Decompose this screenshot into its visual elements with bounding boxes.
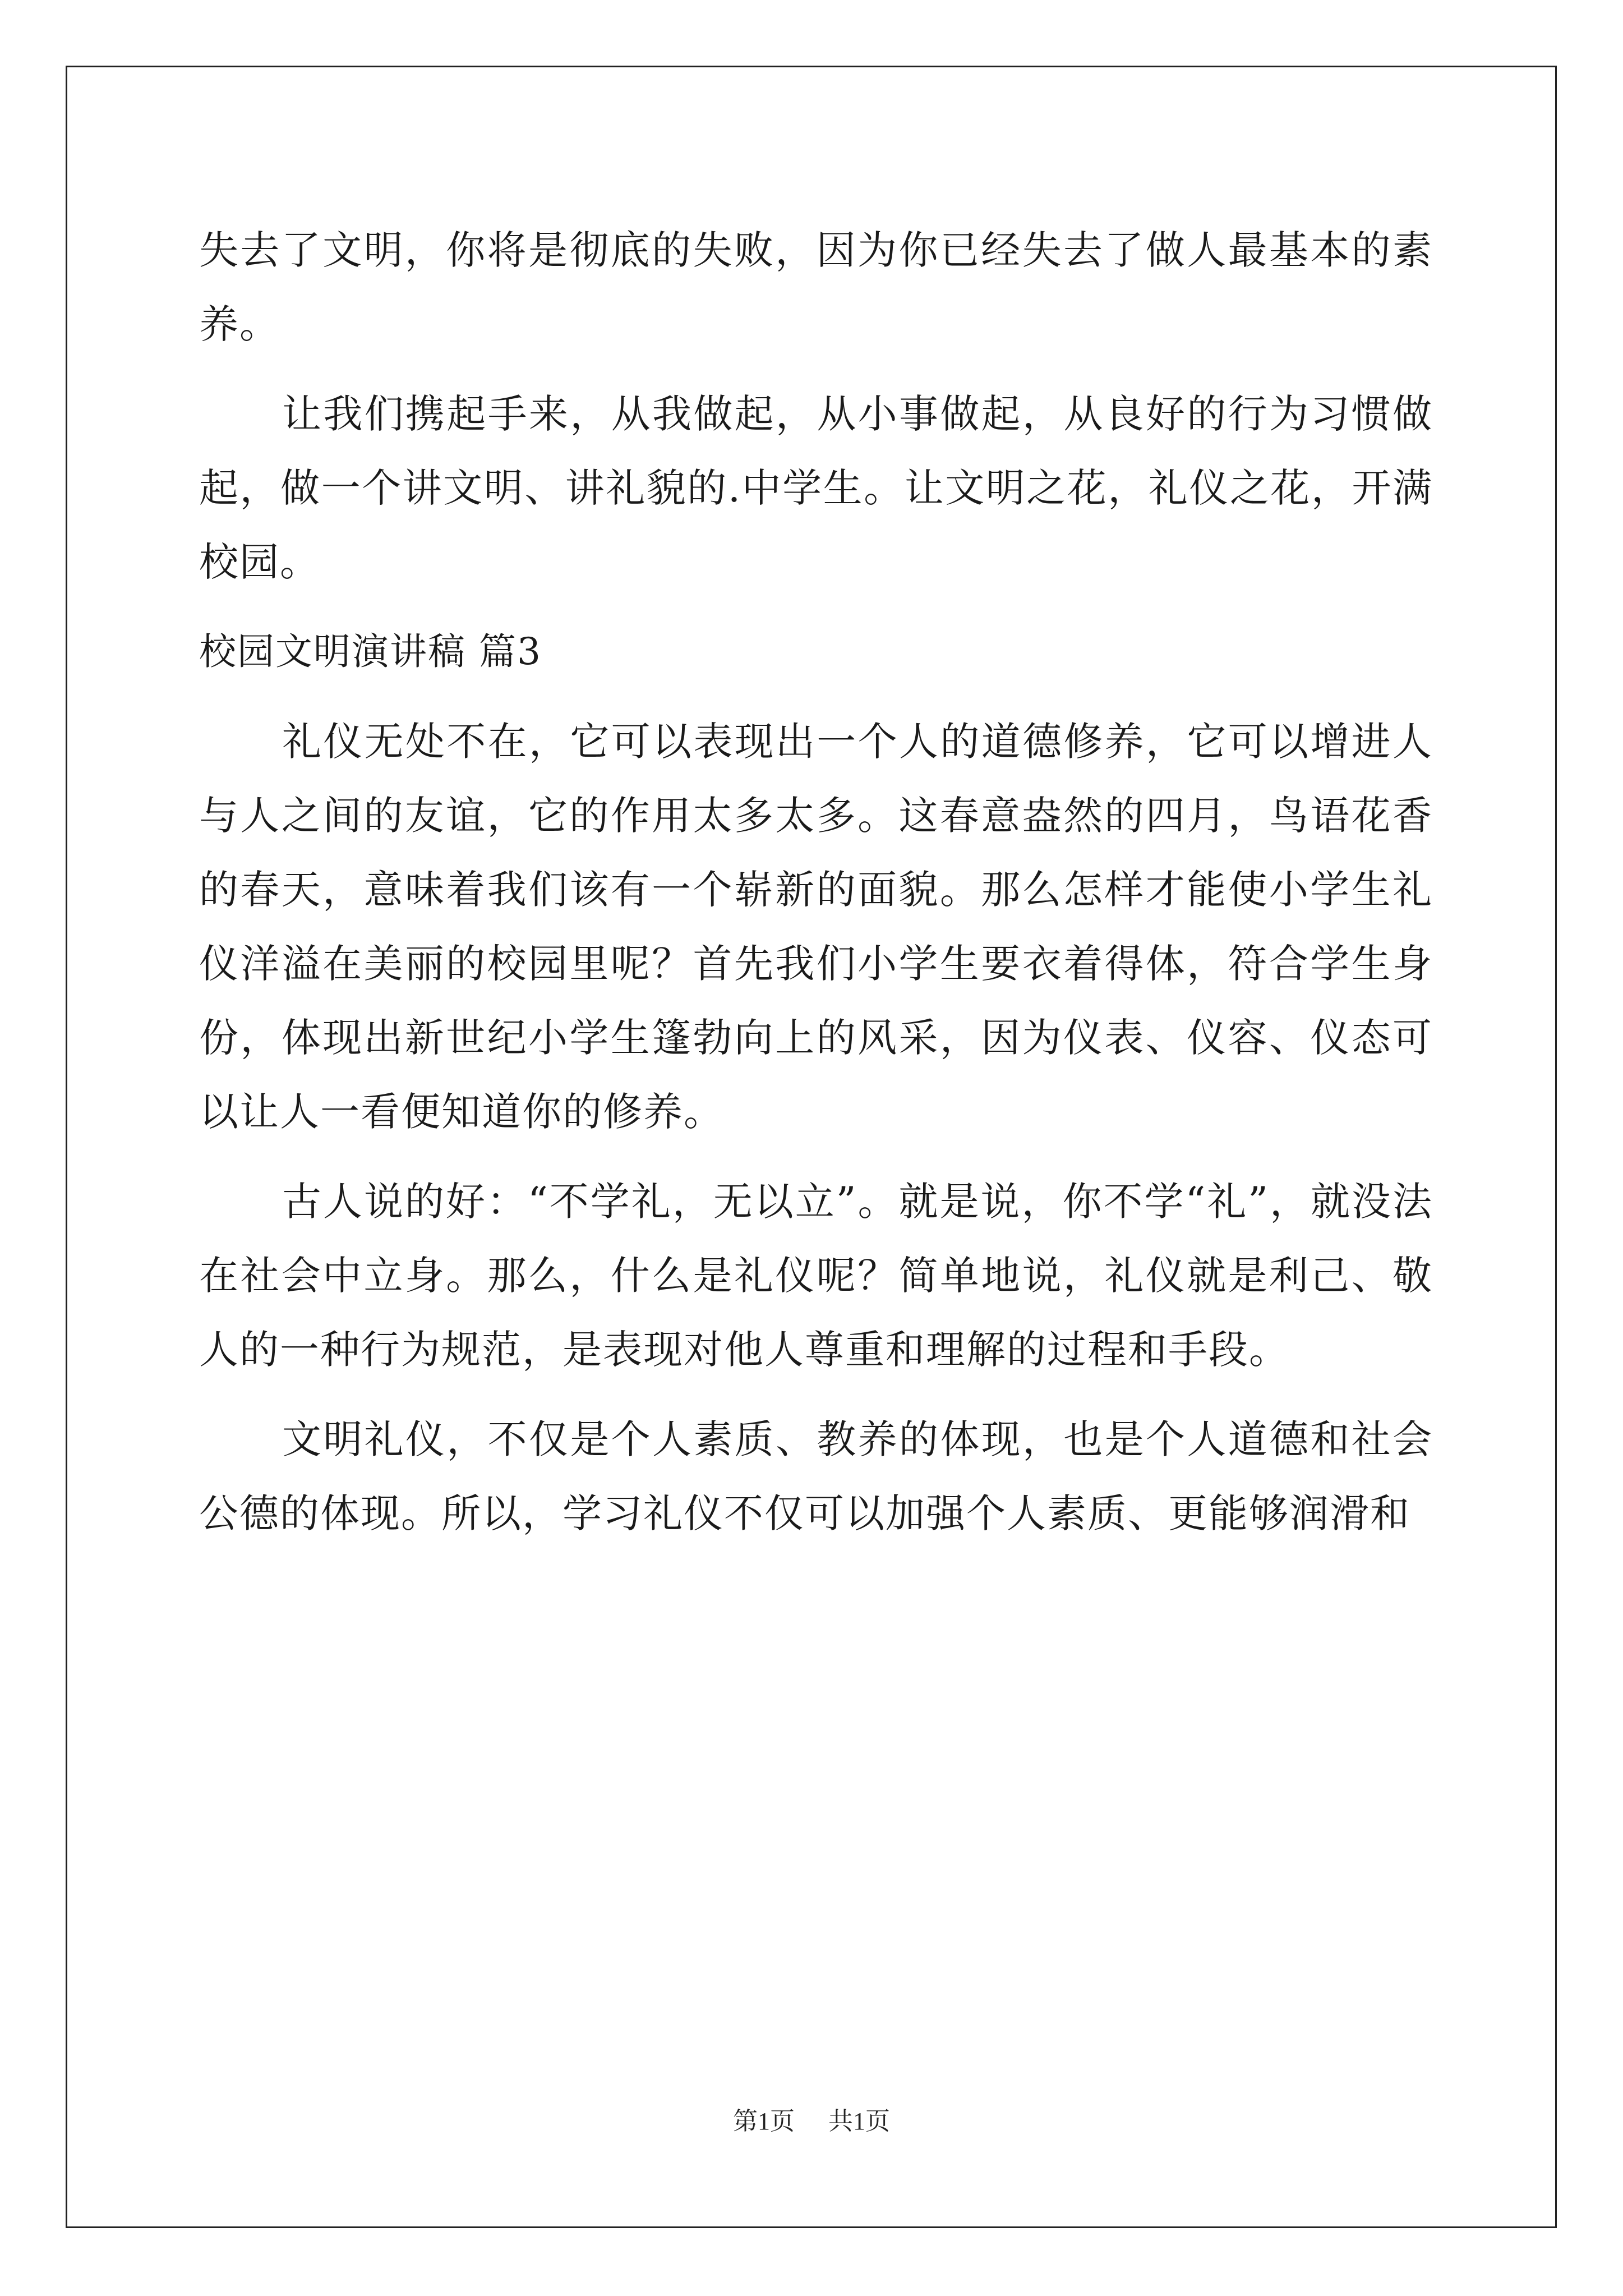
page-total: 共1页	[828, 2108, 890, 2135]
section-heading: 校园文明演讲稿 篇3	[199, 630, 542, 673]
page-footer	[0, 2101, 1623, 2137]
paragraph-continuation: 失去了文明，你将是彻底的失败，因为你已经失去了做人最基本的素养。	[199, 227, 1433, 347]
paragraph-civility-etiquette: 文明礼仪，不仅是个人素质、教养的体现，也是个人道德和社会公德的体现。所以，学习礼仪不仅可以加强个人素质、更能够润滑和	[199, 1416, 1433, 1536]
paragraph-ancient-saying: 古人说的好：“不学礼，无以立”。就是说，你不学“礼”，就没法在社会中立身。那么，什么是礼仪呢？简单地说，礼仪就是利己、敬人的一种行为规范，是表现对他人尊重和理解的过程和手段。	[199, 1179, 1433, 1373]
paragraph-etiquette-everywhere: 礼仪无处不在，它可以表现出一个人的道德修养，它可以增进人与人之间的友谊，它的作用太多太多。这春意盎然的四月，鸟语花香的春天，意味着我们该有一个崭新的面貌。那么怎样才能使小学生礼仪洋溢在美丽的校园里呢？首先我们小学生要衣着得体，符合学生身份，体现出新世纪小学生篷勃向上的风采，因为仪表、仪容、仪态可以让人一看便知道你的修养。	[199, 719, 1433, 1135]
page-number: 第1页	[733, 2108, 795, 2135]
document-body	[199, 213, 1433, 1550]
paragraph-call-to-action: 让我们携起手来，从我做起，从小事做起，从良好的行为习惯做起，做一个讲文明、讲礼貌的.中学生。让文明之花，礼仪之花，开满校园。	[199, 391, 1433, 585]
